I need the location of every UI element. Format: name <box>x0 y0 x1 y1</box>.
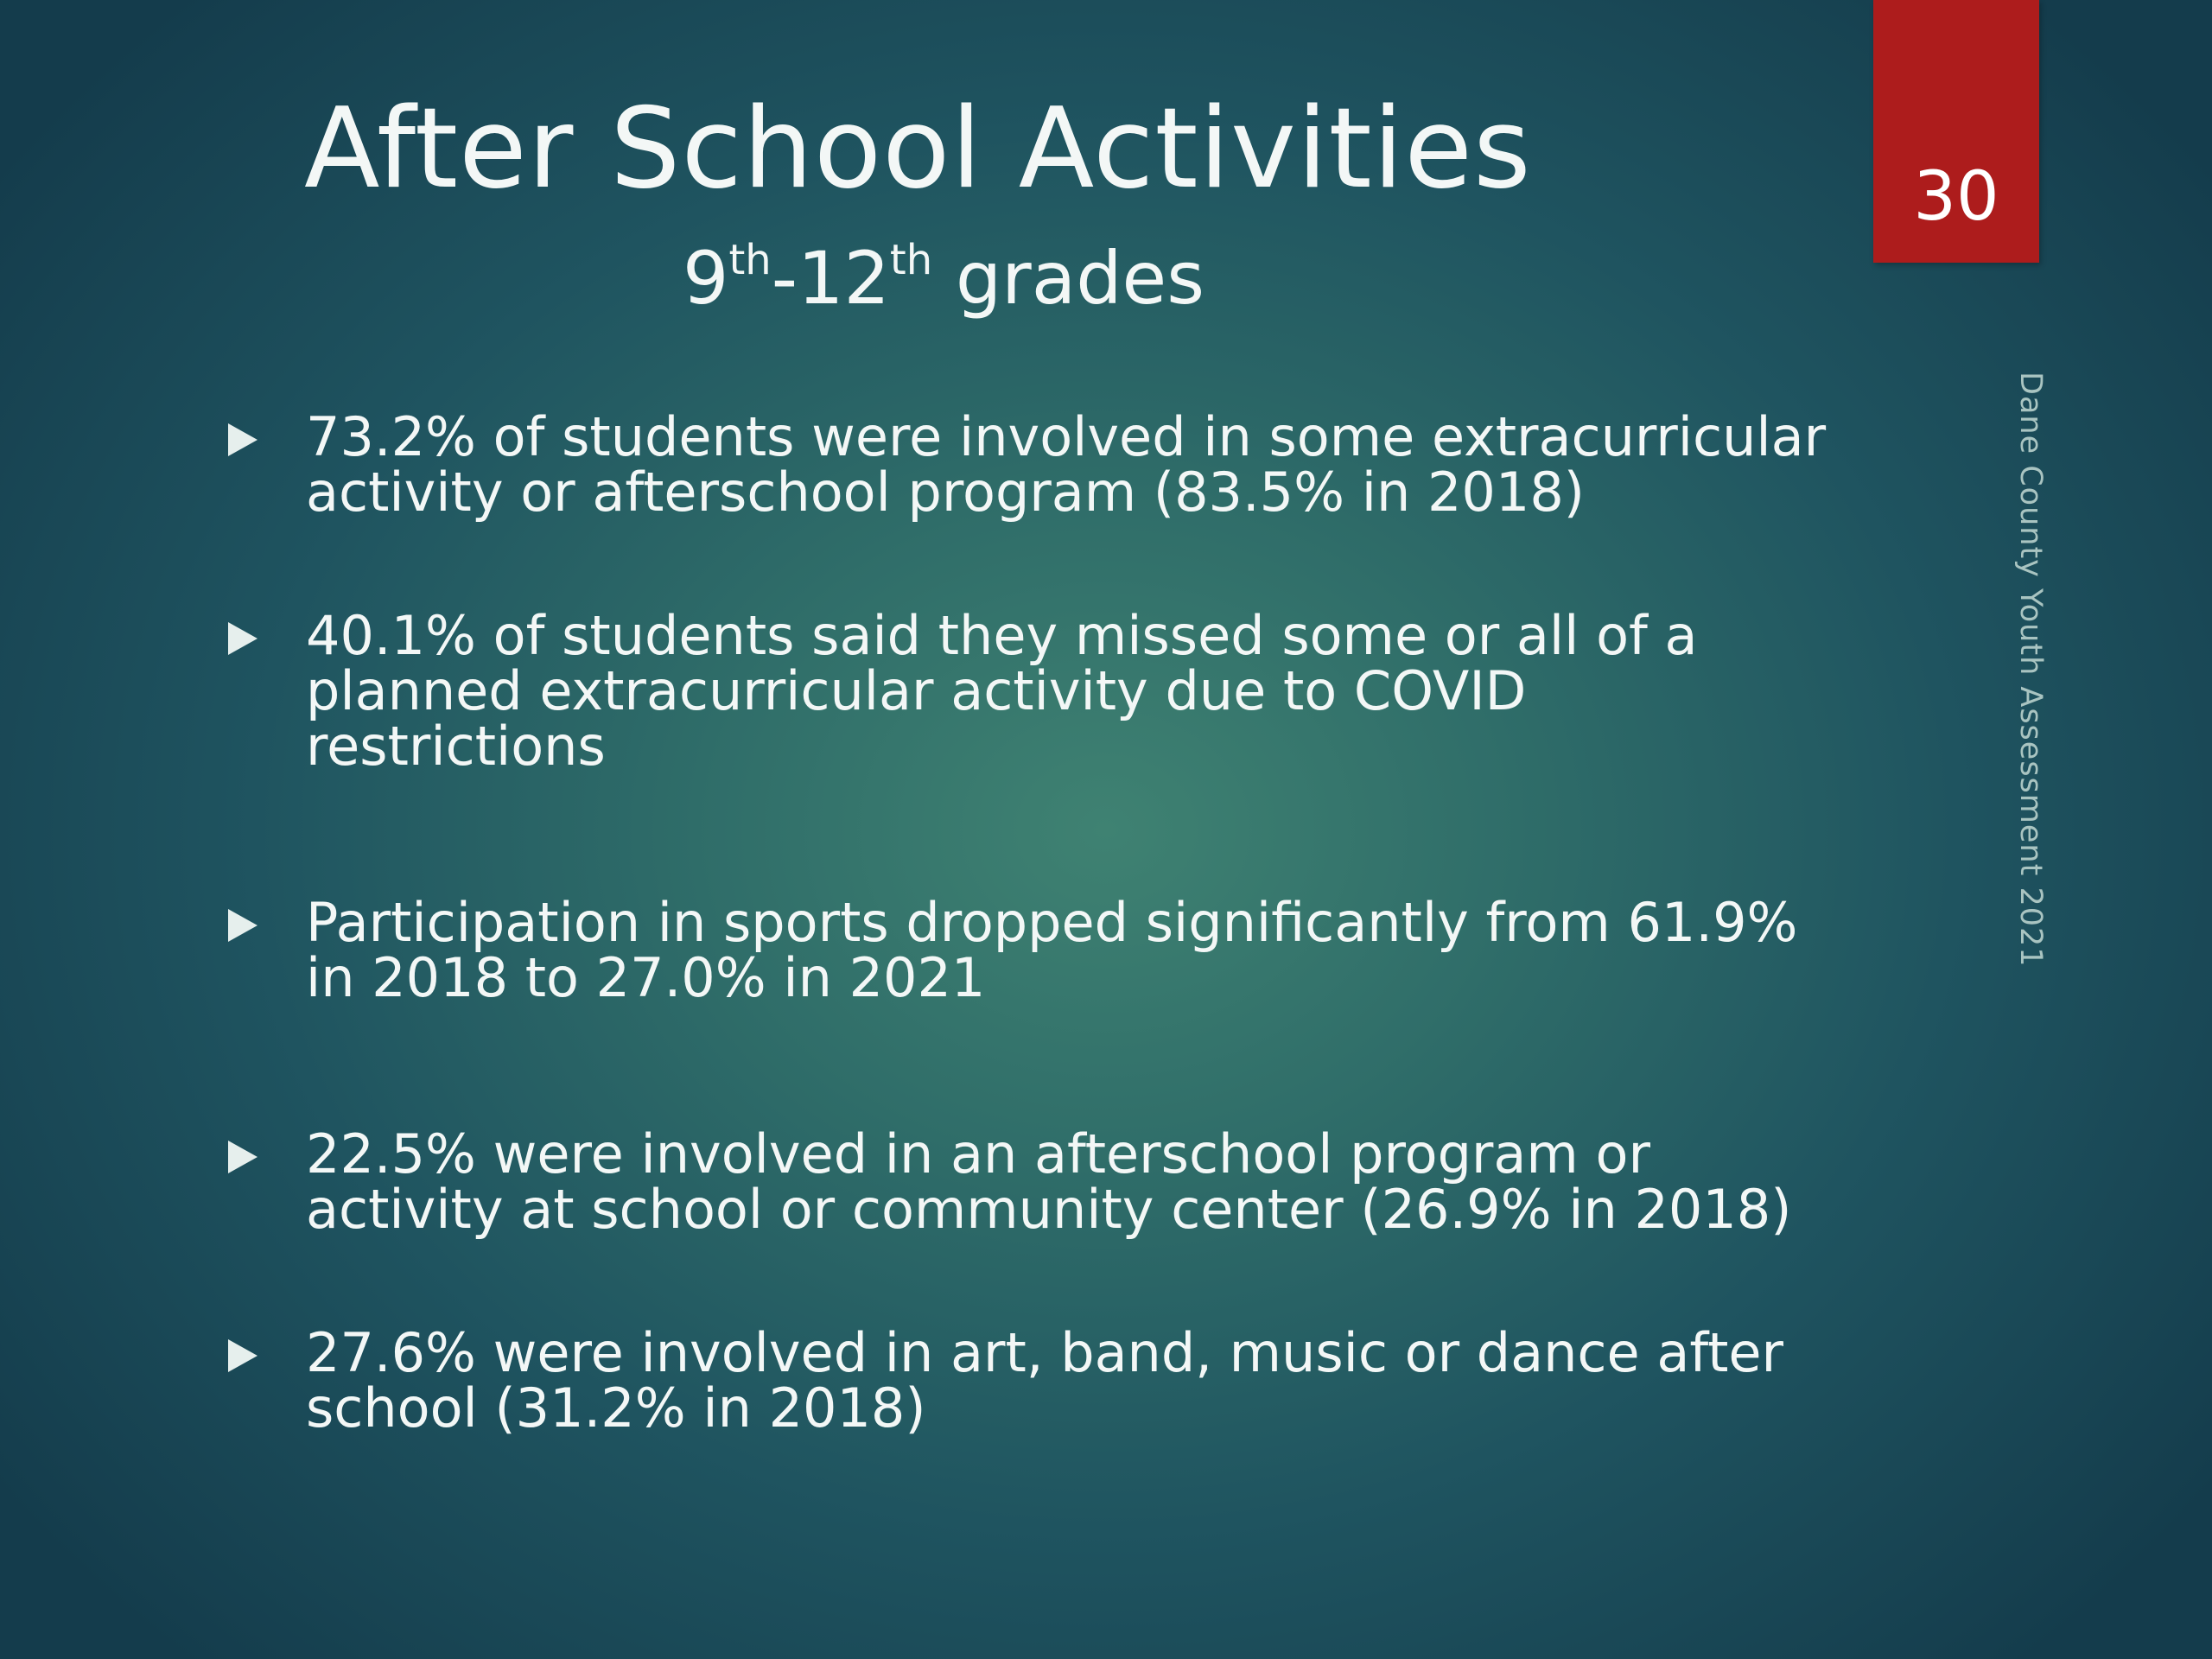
subtitle-end-grade: 12 <box>798 236 890 321</box>
subtitle-separator: - <box>771 236 798 321</box>
bullet-arrow-icon <box>228 423 257 456</box>
bullet-arrow-icon <box>228 909 257 942</box>
bullet-text: Participation in sports dropped significantly from 61.9% in 2018 to 27.0% in 2021 <box>306 891 1798 1009</box>
bullet-arrow-icon <box>228 622 257 655</box>
bullet-arrow-icon <box>228 1339 257 1372</box>
subtitle-start-suffix: th <box>728 236 772 284</box>
bullet-arrow-icon <box>228 1141 257 1173</box>
bullet-text: 22.5% were involved in an afterschool program or activity at school or community center (26.9% in 2018) <box>306 1122 1792 1241</box>
slide-title: After School Activities <box>304 85 1532 213</box>
slide-number-badge <box>1873 0 2039 263</box>
vertical-footer: Dane County Youth Assessment 2021 <box>2013 372 2048 968</box>
bullet-text: 27.6% were involved in art, band, music or dance after school (31.2% in 2018) <box>306 1321 1784 1440</box>
slide-number: 30 <box>1913 158 1999 236</box>
subtitle-rest: grades <box>932 236 1205 321</box>
subtitle-end-suffix: th <box>889 236 933 284</box>
slide-subtitle <box>683 235 1205 321</box>
bullet-text: 40.1% of students said they missed some or all of a planned extracurricular activity due to COVID restrictions <box>306 604 1698 778</box>
subtitle-start-grade: 9 <box>683 236 729 321</box>
bullet-text: 73.2% of students were involved in some extracurricular activity or afterschool program (83.5% in 2018) <box>306 405 1827 524</box>
